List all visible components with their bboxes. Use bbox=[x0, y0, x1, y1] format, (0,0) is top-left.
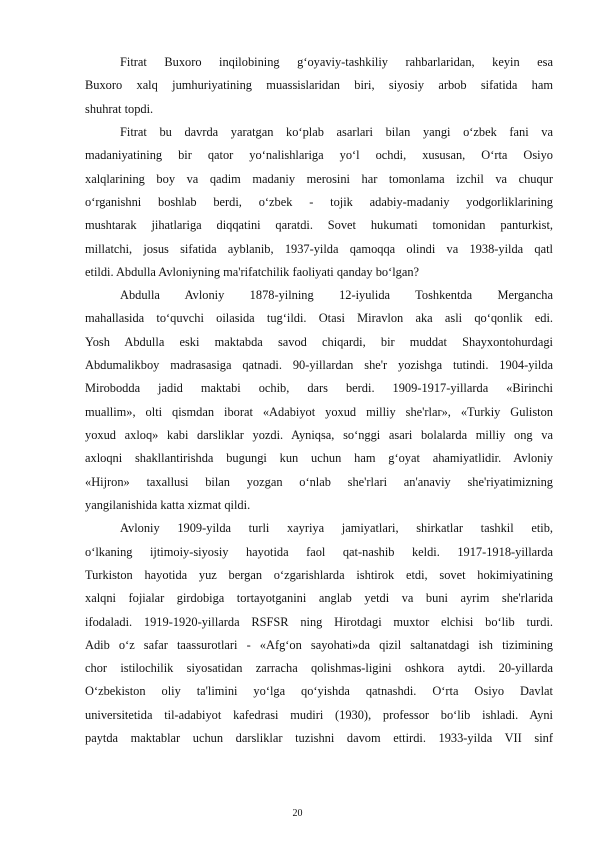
text-line: Abdulla Avloniy 1878-yilning 12-iyulida Toshkentda Mergancha bbox=[120, 288, 553, 303]
text-line: Fitrat Buxoro inqilobining g‘oyaviy-tashkiliy rahbarlaridan, keyin esa bbox=[120, 55, 553, 69]
text-line: madaniyatining bir qator yo‘nalishlariga yo‘l ochdi, xususan, O‘rta Osiyo bbox=[85, 148, 553, 163]
text-line: Fitrat bu davrda yaratgan ko‘plab asarlari bilan yangi o‘zbek fani va bbox=[120, 124, 553, 139]
text-line: Adib o‘z safar taassurotlari - «Afg‘on sayohati»da qizil saltanatdagi ish tizimining bbox=[85, 637, 553, 652]
text-line: Mirobodda jadid maktabi ochib, dars berdi. 1909-1917-yillarda «Birinchi bbox=[85, 381, 553, 396]
text-line: o‘lkaning ijtimoiy-siyosiy hayotida faol qat-nashib keldi. 1917-1918-yillarda bbox=[85, 544, 553, 559]
text-line: yoxud axloq» kabi darsliklar yozdi. Ayniqsa, so‘nggi asari bolalarda milliy ong va bbox=[85, 428, 553, 442]
text-line: «Hijron» taxallusi bilan yozgan o‘nlab she'rlari an'anaviy she'riyatimizning bbox=[85, 474, 553, 489]
text-line: xalqni fojialar girdobiga tortayotganini anglab yetdi va buni ayrim she'rlarida bbox=[85, 591, 553, 606]
text-line: Avloniy 1909-yilda turli xayriya jamiyatlari, shirkatlar tashkil etib, bbox=[120, 521, 553, 536]
text-line: shuhrat topdi. bbox=[85, 101, 154, 116]
text-line: O‘zbekiston oliy ta'limini yo‘lga qo‘yishda qatnashdi. O‘rta Osiyo Davlat bbox=[85, 684, 553, 699]
text-line: mahallasida to‘quvchi oilasida tug‘ildi. Otasi Miravlon aka asli qo‘qonlik edi. bbox=[85, 311, 553, 326]
text-line: mushtarak jihatlariga diqqatini qaratdi. Sovet hukumati tomonidan panturkist, bbox=[85, 218, 553, 233]
text-line: chor istilochilik siyosatidan zarracha qolishmas-ligini oshkora aytdi. 20-yillarda bbox=[85, 661, 553, 676]
text-line: yangilanishida katta xizmat qildi. bbox=[85, 497, 251, 512]
text-line: etildi. Abdulla Avloniyning ma'rifatchilik faoliyati qanday bo‘lgan? bbox=[85, 264, 420, 279]
text-line: Abdumalikboy madrasasiga qatnadi. 90-yillardan she'r yozishga tutindi. 1904-yilda bbox=[85, 358, 553, 373]
text-line: paytda maktablar uchun darsliklar tuzishni davom ettirdi. 1933-yilda VII sinf bbox=[85, 731, 553, 746]
page-number: 20 bbox=[292, 808, 303, 819]
text-line: o‘rganishni boshlab berdi, o‘zbek - tojik adabiy-madaniy yodgorliklarining bbox=[85, 194, 553, 209]
text-line: millatchi, josus sifatida ayblanib, 1937-yilda qamoqqa olindi va 1938-yilda qatl bbox=[85, 241, 553, 256]
text-line: muallim», olti qismdan iborat «Adabiyot yoxud milliy she'rlar», «Turkiy Guliston bbox=[85, 404, 553, 419]
text-line: Turkiston hayotida yuz bergan o‘zgarishlarda ishtirok etdi, sovet hokimiyatining bbox=[85, 567, 553, 582]
text-line: universitetida til-adabiyot kafedrasi mudiri (1930), professor bo‘lib ishladi. Ayni bbox=[85, 707, 553, 722]
text-line: Yosh Abdulla eski maktabda savod chiqardi, bir muddat Shayxontohurdagi bbox=[85, 334, 553, 349]
text-line: Buxoro xalq jumhuriyatining muassislaridan biri, siyosiy arbob sifatida ham bbox=[85, 78, 553, 93]
body-text bbox=[85, 51, 553, 750]
text-line: ifodaladi. 1919-1920-yillarda RSFSR ning Hirotdagi muxtor elchisi bo‘lib turdi. bbox=[85, 614, 553, 629]
text-line: xalqlarining boy va qadim madaniy merosini har tomonlama izchil va chuqur bbox=[85, 171, 553, 186]
text-line: axloqni shakllantirishda bugungi kun uchun ham g‘oyat ahamiyatlidir. Avloniy bbox=[85, 451, 553, 466]
